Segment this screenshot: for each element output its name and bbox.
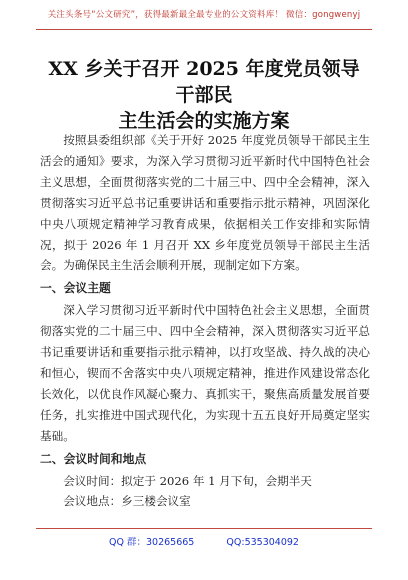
footer-qq: QQ:535304092 (226, 537, 299, 548)
header-banner: 关注头条号“公文研究”，获得最新最全最专业的公文资料库！ 微信：gongwenyj (47, 10, 361, 20)
section-1-heading: 一、会议主题 (40, 281, 111, 296)
title-line-2: 主生活会的实施方案 (118, 110, 290, 132)
footer-contacts (0, 534, 408, 548)
title-line-1: XX 乡关于召开 2025 年度党员领导干部民 (48, 58, 360, 106)
document-title (40, 56, 368, 134)
section-2-heading: 二、会议时间和地点 (40, 451, 147, 466)
header-divider (36, 29, 372, 30)
footer-qq-group: QQ 群：30265665 (109, 537, 195, 548)
meeting-time: 会议时间：拟定于 2026 年 1 月下旬，会期半天 (63, 473, 312, 488)
footer-divider (36, 528, 372, 529)
meeting-place: 会议地点：乡三楼会议室 (63, 494, 191, 509)
document-body (40, 130, 370, 512)
intro-paragraph: 按照县委组织部《关于开好 2025 年度党员领导干部民主生活会的通知》要求，为深入学习贯彻习近平新时代中国特色社会主义思想，全面贯彻落实党的二十届三中、四中全会精神，深入贯彻落实习近平总书记重要讲话和重要指示批示精神，巩固深化中央八项规定精神学习教育成果，依据相关工作安排和实际情况，拟于 2026 年 1 月召开 XX 乡年度党员领导干部民主生活会。为确保民主生活会顺利开展，现制定如下方案。 (40, 133, 370, 273)
section-1-paragraph: 深入学习贯彻习近平新时代中国特色社会主义思想，全面贯彻落实党的二十届三中、四中全会精神，深入贯彻落实习近平总书记重要讲话和重要指示批示精神，以打攻坚战、持久战的决心和恒心，锲而不舍落实中央八项规定精神，推进作风建设常态化长效化，以优良作风凝心聚力、真抓实干，聚焦高质量发展首要任务，扎实推进中国式现代化，为实现十五五良好开局奠定坚实基础。 (40, 303, 370, 443)
